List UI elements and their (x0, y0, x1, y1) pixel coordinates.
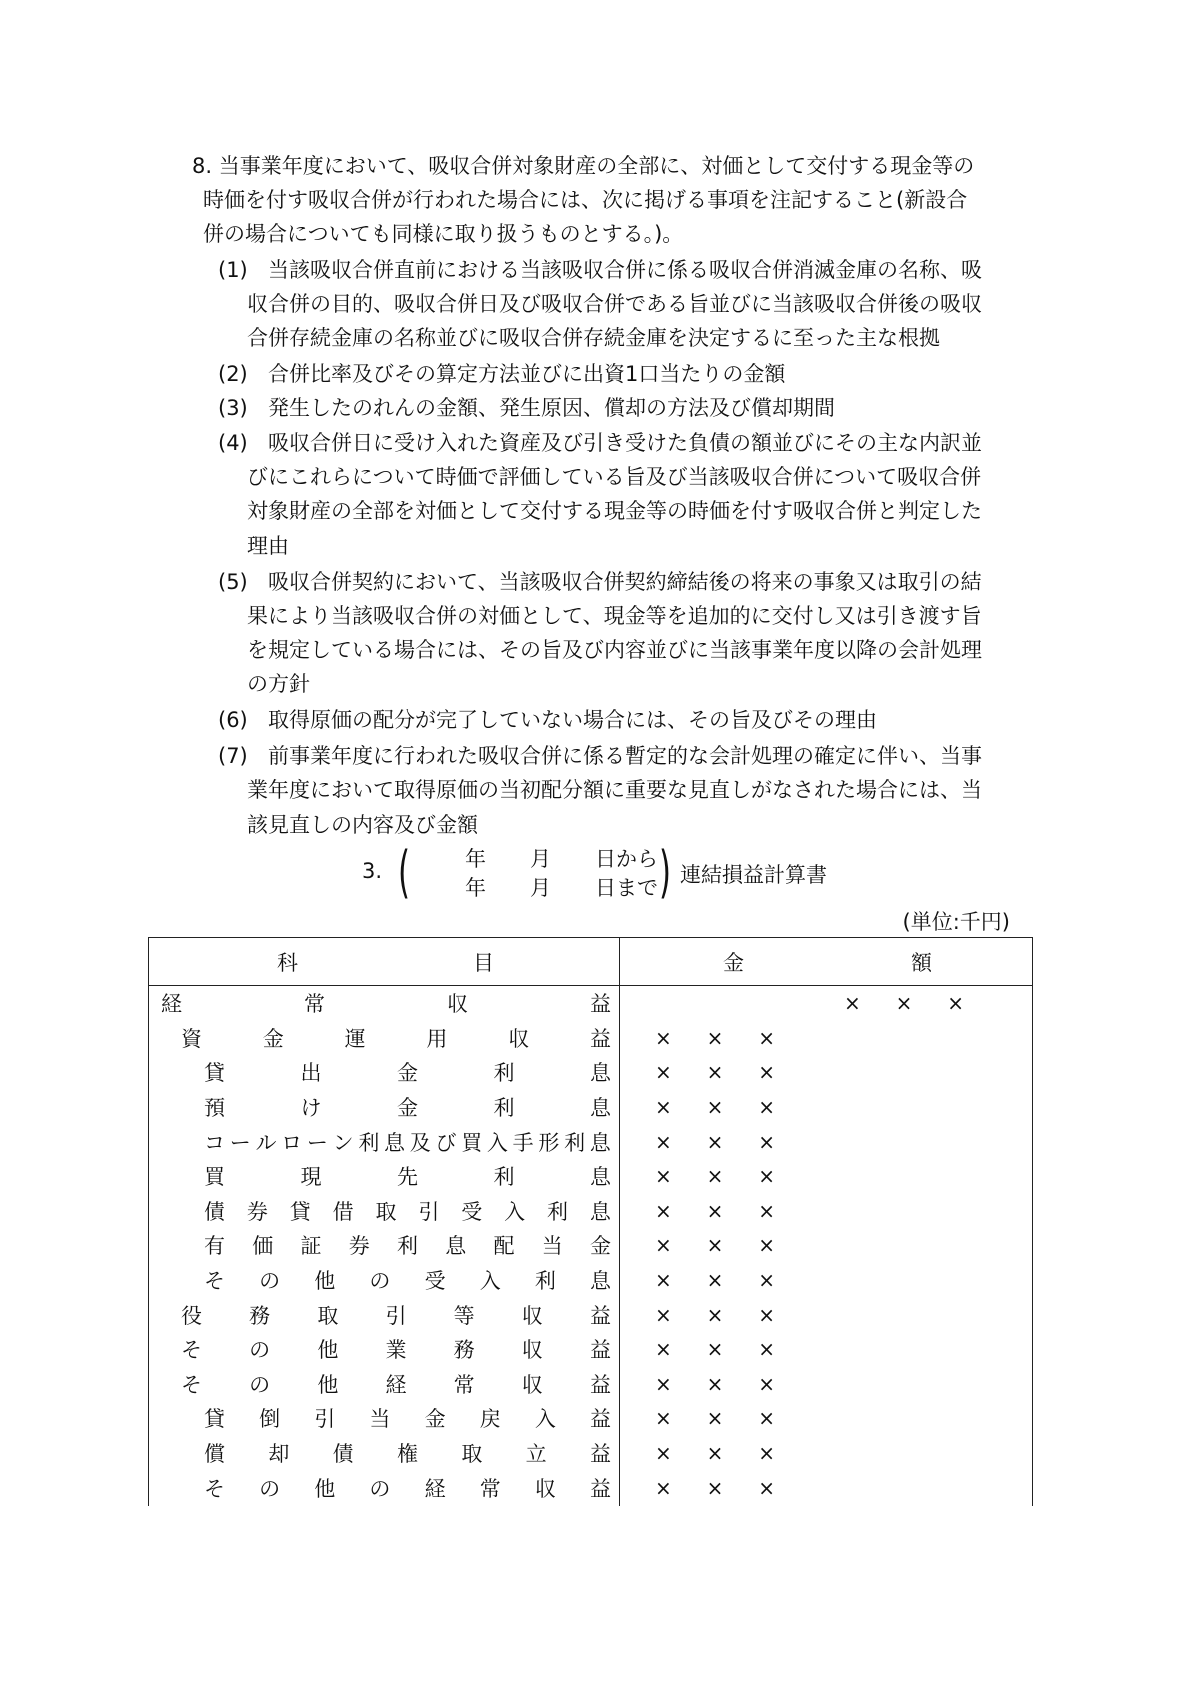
account-item-char: 証 (300, 1234, 322, 1259)
amount-x-mark: × (655, 1476, 672, 1501)
amount-cell (620, 1401, 1033, 1436)
table-row (149, 1021, 1033, 1056)
account-item-char: 等 (453, 1303, 475, 1328)
account-item-char: コ (204, 1130, 225, 1155)
statement-number: 3. (362, 859, 383, 883)
account-item (149, 1228, 620, 1263)
account-item-char: ル (255, 1130, 277, 1155)
amount-cell (620, 1297, 1033, 1332)
account-item-char: 先 (397, 1165, 418, 1190)
account-item-char: 借 (332, 1199, 354, 1224)
sub-item-line: 合併存続金庫の名称並びに吸収合併存続金庫を決定するに至った主な根拠 (247, 326, 940, 350)
amount-x-mark: × (758, 1060, 775, 1085)
table-row (149, 1436, 1033, 1471)
amount-x-mark: × (758, 1302, 775, 1327)
amount-x-mark: × (706, 1337, 724, 1362)
account-item (149, 1332, 620, 1367)
account-item-char: の (369, 1269, 391, 1294)
account-item-char: 利 (564, 1130, 586, 1155)
account-item-char: 他 (317, 1338, 339, 1363)
account-item-char: 息 (590, 1096, 611, 1121)
account-item-char: 手 (512, 1130, 534, 1155)
account-item-char: 取 (461, 1442, 483, 1467)
amount-placeholder (655, 1372, 775, 1396)
account-item-char: 立 (525, 1442, 547, 1467)
account-item-char: ン (332, 1130, 354, 1155)
account-item-char: 息 (590, 1061, 611, 1086)
table-row (149, 986, 1033, 1021)
account-item-char: け (300, 1096, 322, 1121)
account-item-char: び (435, 1130, 457, 1155)
amount-x-mark: × (706, 1406, 724, 1431)
amount-cell (620, 1470, 1033, 1506)
amount-placeholder (655, 1406, 775, 1430)
table-row (149, 1332, 1033, 1367)
amount-x-mark: × (947, 991, 964, 1016)
account-item (149, 1401, 620, 1436)
note-8-line-2: 時価を付す吸収合併が行われた場合には、次に掲げる事項を注記すること(新設合 (203, 188, 968, 212)
account-item-char: 益 (589, 1407, 611, 1432)
amount-x-mark: × (758, 1095, 775, 1120)
account-item-char: 利 (493, 1096, 515, 1121)
account-item-char: 息 (589, 1199, 611, 1224)
account-item-char: 引 (418, 1199, 440, 1224)
table-row (149, 1367, 1033, 1402)
account-item-char: 償 (204, 1442, 225, 1467)
amount-cell (620, 1436, 1033, 1471)
amount-placeholder (655, 1268, 775, 1292)
account-item-char: そ (204, 1269, 225, 1294)
amount-x-mark: × (706, 1198, 724, 1223)
account-item-char: 他 (314, 1269, 336, 1294)
account-item-char: 倒 (259, 1407, 281, 1432)
table-row (149, 1194, 1033, 1229)
table-row (149, 1470, 1033, 1506)
table-row (149, 1297, 1033, 1332)
amount-x-mark: × (706, 1268, 724, 1293)
account-item-char: 買 (461, 1130, 483, 1155)
header-amount-char: 額 (911, 950, 932, 975)
account-item-char: 利 (493, 1165, 515, 1190)
account-item-char: 用 (426, 1026, 448, 1051)
amount-x-mark: × (895, 991, 913, 1016)
account-item-char: 益 (589, 1372, 611, 1397)
account-item-char: 資 (181, 1026, 202, 1051)
amount-placeholder (655, 1476, 775, 1500)
header-amount-char: 金 (723, 950, 744, 975)
statement-heading (362, 840, 862, 905)
account-item-char: 業 (385, 1338, 407, 1363)
account-item-char: 他 (317, 1372, 339, 1397)
amount-x-mark: × (655, 1164, 672, 1189)
table-row (149, 1401, 1033, 1436)
sub-item-line: 発生したのれんの金額、発生原因、償却の方法及び償却期間 (268, 396, 835, 420)
amount-placeholder (655, 1233, 775, 1257)
account-item-char: そ (181, 1338, 202, 1363)
amount-x-mark: × (758, 1406, 775, 1431)
account-item-char: 戻 (479, 1407, 501, 1432)
account-item-char: 利 (534, 1269, 556, 1294)
account-item-char: 益 (589, 1303, 611, 1328)
sub-item-line: 合併比率及びその算定方法並びに出資1口当たりの金額 (268, 362, 786, 386)
unit-label: (単位:千円) (902, 910, 1010, 934)
header-item-char: 目 (473, 950, 494, 975)
amount-x-mark: × (655, 1268, 672, 1293)
amount-x-mark: × (655, 1406, 672, 1431)
account-item-char: 運 (344, 1026, 366, 1051)
amount-placeholder (655, 1060, 775, 1084)
account-item (149, 1263, 620, 1298)
amount-placeholder (655, 1026, 775, 1050)
sub-item-line: 前事業年度に行われた吸収合併に係る暫定的な会計処理の確定に伴い、当事 (268, 744, 982, 768)
amount-x-mark: × (655, 1025, 672, 1050)
account-item-char: 現 (300, 1165, 322, 1190)
account-item-char: 入 (534, 1407, 556, 1432)
account-item (149, 1194, 620, 1229)
sub-item-label: (4) (218, 431, 248, 455)
period-from-month: 月 (530, 847, 551, 871)
period-to-year: 年 (465, 876, 486, 900)
amount-cell (620, 986, 1033, 1021)
amount-x-mark: × (706, 1371, 724, 1396)
amount-placeholder (655, 1164, 775, 1188)
amount-x-mark: × (844, 991, 861, 1016)
account-item-char: の (369, 1477, 391, 1502)
account-item-char: 債 (332, 1442, 354, 1467)
account-item-char: 券 (246, 1199, 268, 1224)
sub-item-label: (3) (218, 396, 248, 420)
amount-cell (620, 1263, 1033, 1298)
account-item-char: 引 (385, 1303, 407, 1328)
account-item-char: 取 (375, 1199, 397, 1224)
sub-item-line: 業年度において取得原価の当初配分額に重要な見直しがなされた場合には、当 (247, 778, 982, 802)
account-item-char: 貸 (204, 1061, 225, 1086)
account-item-char: 益 (589, 1442, 611, 1467)
amount-cell (620, 1194, 1033, 1229)
account-item-char: 息 (589, 1269, 611, 1294)
account-item-char: 当 (369, 1407, 391, 1432)
income-statement-table (148, 937, 1033, 1506)
period-from-day: 日から (595, 847, 658, 871)
account-item-char: 取 (317, 1303, 339, 1328)
header-item (149, 938, 620, 986)
amount-x-mark: × (706, 1302, 724, 1327)
left-brace-icon: ( (398, 840, 411, 905)
sub-item-line: 理由 (247, 534, 289, 558)
account-item-char: の (249, 1338, 271, 1363)
account-item (149, 1470, 620, 1506)
right-brace-icon: ) (659, 840, 672, 905)
account-item-char: 経 (424, 1477, 446, 1502)
amount-cell (620, 1124, 1033, 1159)
account-item-char: 益 (589, 1338, 611, 1363)
sub-item-line: 取得原価の配分が完了していない場合には、その旨及びその理由 (268, 708, 877, 732)
account-item (149, 1159, 620, 1194)
amount-x-mark: × (758, 1371, 775, 1396)
account-item-char: 金 (590, 1234, 611, 1259)
sub-item-label: (6) (218, 708, 248, 732)
account-item-char: の (259, 1269, 281, 1294)
account-item-char: 経 (385, 1372, 407, 1397)
account-item-char: 息 (590, 1165, 611, 1190)
account-item-char: 利 (358, 1130, 380, 1155)
account-item-char: 常 (479, 1477, 501, 1502)
amount-x-mark: × (758, 1129, 775, 1154)
amount-x-mark: × (758, 1164, 775, 1189)
sub-item-label: (7) (218, 744, 248, 768)
amount-cell (620, 1021, 1033, 1056)
sub-item-label: (2) (218, 362, 248, 386)
table-body (149, 986, 1033, 1507)
account-item-char: 入 (486, 1130, 508, 1155)
account-item-char: 債 (204, 1199, 225, 1224)
account-item-char: そ (204, 1477, 225, 1502)
amount-x-mark: × (655, 1371, 672, 1396)
period-to-month: 月 (530, 876, 551, 900)
statement-title: 連結損益計算書 (680, 863, 827, 887)
sub-item-line: 対象財産の全部を対価として交付する現金等の時価を付す吸収合併と判定した (247, 499, 982, 523)
account-item-char: 価 (252, 1234, 274, 1259)
sub-item-line: 吸収合併契約において、当該吸収合併契約締結後の将来の事象又は取引の結 (268, 570, 982, 594)
account-item (149, 1021, 620, 1056)
account-item-char: 常 (304, 992, 325, 1017)
amount-placeholder (655, 1130, 775, 1154)
sub-item-line: を規定している場合には、その旨及び内容並びに当該事業年度以降の会計処理 (247, 638, 982, 662)
account-item-char: の (259, 1477, 281, 1502)
amount-x-mark: × (706, 1233, 724, 1258)
amount-x-mark: × (655, 1198, 672, 1223)
account-item-char: 収 (447, 992, 468, 1017)
amount-x-mark: × (706, 1025, 724, 1050)
account-item-char: 配 (493, 1234, 515, 1259)
amount-x-mark: × (758, 1337, 775, 1362)
amount-cell (620, 1367, 1033, 1402)
amount-x-mark: × (758, 1025, 775, 1050)
account-item (149, 986, 620, 1021)
sub-item-line: 該見直しの内容及び金額 (247, 813, 478, 837)
period-from-year: 年 (465, 847, 486, 871)
amount-cell (620, 1332, 1033, 1367)
period-to-day: 日まで (595, 876, 658, 900)
sub-item-line: 当該吸収合併直前における当該吸収合併に係る吸収合併消滅金庫の名称、吸 (268, 258, 982, 282)
sub-item-line: 吸収合併日に受け入れた資産及び引き受けた負債の額並びにその主な内訳並 (268, 431, 982, 455)
account-item-char: 買 (204, 1165, 225, 1190)
amount-placeholder (844, 991, 964, 1015)
account-item-char: 当 (541, 1234, 563, 1259)
account-item-char: ロ (281, 1130, 303, 1155)
amount-cell (620, 1090, 1033, 1125)
account-item-char: 及 (409, 1130, 431, 1155)
amount-x-mark: × (655, 1233, 672, 1258)
amount-x-mark: × (655, 1337, 672, 1362)
account-item-char: 預 (204, 1096, 225, 1121)
sub-item-line: の方針 (247, 672, 310, 696)
amount-x-mark: × (655, 1129, 672, 1154)
amount-x-mark: × (758, 1268, 775, 1293)
account-item-char: 有 (204, 1234, 225, 1259)
header-item-char: 科 (277, 950, 298, 975)
table-row (149, 1228, 1033, 1263)
table-header-row (149, 938, 1033, 986)
note-8-line-1: 8. 当事業年度において、吸収合併対象財産の全部に、対価として交付する現金等の (192, 154, 975, 178)
account-item-char: そ (181, 1372, 202, 1397)
account-item-char: 息 (589, 1130, 611, 1155)
account-item-char: 受 (424, 1269, 446, 1294)
account-item-char: 益 (590, 992, 611, 1017)
amount-cell (620, 1228, 1033, 1263)
account-item-char: 貸 (204, 1407, 225, 1432)
account-item-char: 益 (589, 1477, 611, 1502)
amount-cell (620, 1159, 1033, 1194)
amount-placeholder (655, 1303, 775, 1327)
account-item-char: 券 (348, 1234, 370, 1259)
account-item-char: 務 (249, 1303, 271, 1328)
account-item (149, 1436, 620, 1471)
table-row (149, 1159, 1033, 1194)
amount-x-mark: × (758, 1441, 775, 1466)
table-row (149, 1263, 1033, 1298)
account-item-char: 役 (181, 1303, 202, 1328)
sub-item-label: (1) (218, 258, 248, 282)
account-item-char: 常 (453, 1372, 475, 1397)
amount-x-mark: × (706, 1129, 724, 1154)
account-item-char: 権 (396, 1442, 418, 1467)
amount-placeholder (655, 1095, 775, 1119)
account-item-char: 引 (314, 1407, 336, 1432)
account-item-char: 収 (521, 1372, 543, 1397)
sub-item-line: 果により当該吸収合併の対価として、現金等を追加的に交付し又は引き渡す旨 (247, 604, 982, 628)
account-item-char: 利 (547, 1199, 568, 1224)
account-item-char: 他 (314, 1477, 336, 1502)
account-item-char: 収 (521, 1303, 543, 1328)
table-row (149, 1090, 1033, 1125)
account-item (149, 1124, 620, 1159)
amount-x-mark: × (655, 1060, 672, 1085)
account-item-char: 利 (397, 1234, 418, 1259)
account-item-char: 利 (493, 1061, 515, 1086)
amount-cell (620, 1055, 1033, 1090)
amount-x-mark: × (655, 1095, 672, 1120)
account-item (149, 1090, 620, 1125)
account-item-char: 金 (397, 1061, 418, 1086)
account-item-char: ー (229, 1130, 251, 1155)
amount-placeholder (655, 1199, 775, 1223)
account-item (149, 1055, 620, 1090)
amount-x-mark: × (706, 1164, 724, 1189)
account-item-char: 息 (384, 1130, 406, 1155)
account-item-char: 金 (424, 1407, 446, 1432)
account-item-char: 経 (161, 992, 182, 1017)
account-item-char: 収 (508, 1026, 530, 1051)
account-item-char: 受 (461, 1199, 483, 1224)
amount-x-mark: × (706, 1095, 724, 1120)
amount-x-mark: × (758, 1476, 775, 1501)
note-8-line-3: 併の場合についても同様に取り扱うものとする。)。 (203, 222, 684, 246)
account-item-char: 金 (262, 1026, 284, 1051)
account-item-char: 益 (589, 1026, 611, 1051)
amount-x-mark: × (655, 1441, 672, 1466)
account-item-char: ー (306, 1130, 328, 1155)
amount-x-mark: × (655, 1302, 672, 1327)
sub-item-line: びにこれらについて時価で評価している旨及び当該吸収合併について吸収合併 (247, 465, 982, 489)
amount-x-mark: × (706, 1476, 724, 1501)
table-row (149, 1055, 1033, 1090)
account-item-char: 務 (453, 1338, 475, 1363)
amount-placeholder (655, 1337, 775, 1361)
table-row (149, 1124, 1033, 1159)
account-item-char: 形 (538, 1130, 560, 1155)
account-item-char: 収 (534, 1477, 556, 1502)
amount-x-mark: × (706, 1060, 724, 1085)
account-item-char: の (249, 1372, 271, 1397)
account-item-char: 入 (504, 1199, 526, 1224)
account-item-char: 却 (268, 1442, 290, 1467)
account-item-char: 入 (479, 1269, 501, 1294)
account-item (149, 1297, 620, 1332)
amount-x-mark: × (758, 1198, 775, 1223)
amount-x-mark: × (706, 1441, 724, 1466)
account-item-char: 出 (300, 1061, 322, 1086)
sub-item-label: (5) (218, 570, 248, 594)
account-item-char: 金 (397, 1096, 418, 1121)
sub-item-line: 収合併の目的、吸収合併日及び吸収合併である旨並びに当該吸収合併後の吸収 (247, 292, 982, 316)
account-item (149, 1367, 620, 1402)
header-amount (620, 938, 1033, 986)
amount-placeholder (655, 1441, 775, 1465)
account-item-char: 収 (521, 1338, 543, 1363)
amount-x-mark: × (758, 1233, 775, 1258)
account-item-char: 貸 (289, 1199, 311, 1224)
account-item-char: 息 (445, 1234, 467, 1259)
